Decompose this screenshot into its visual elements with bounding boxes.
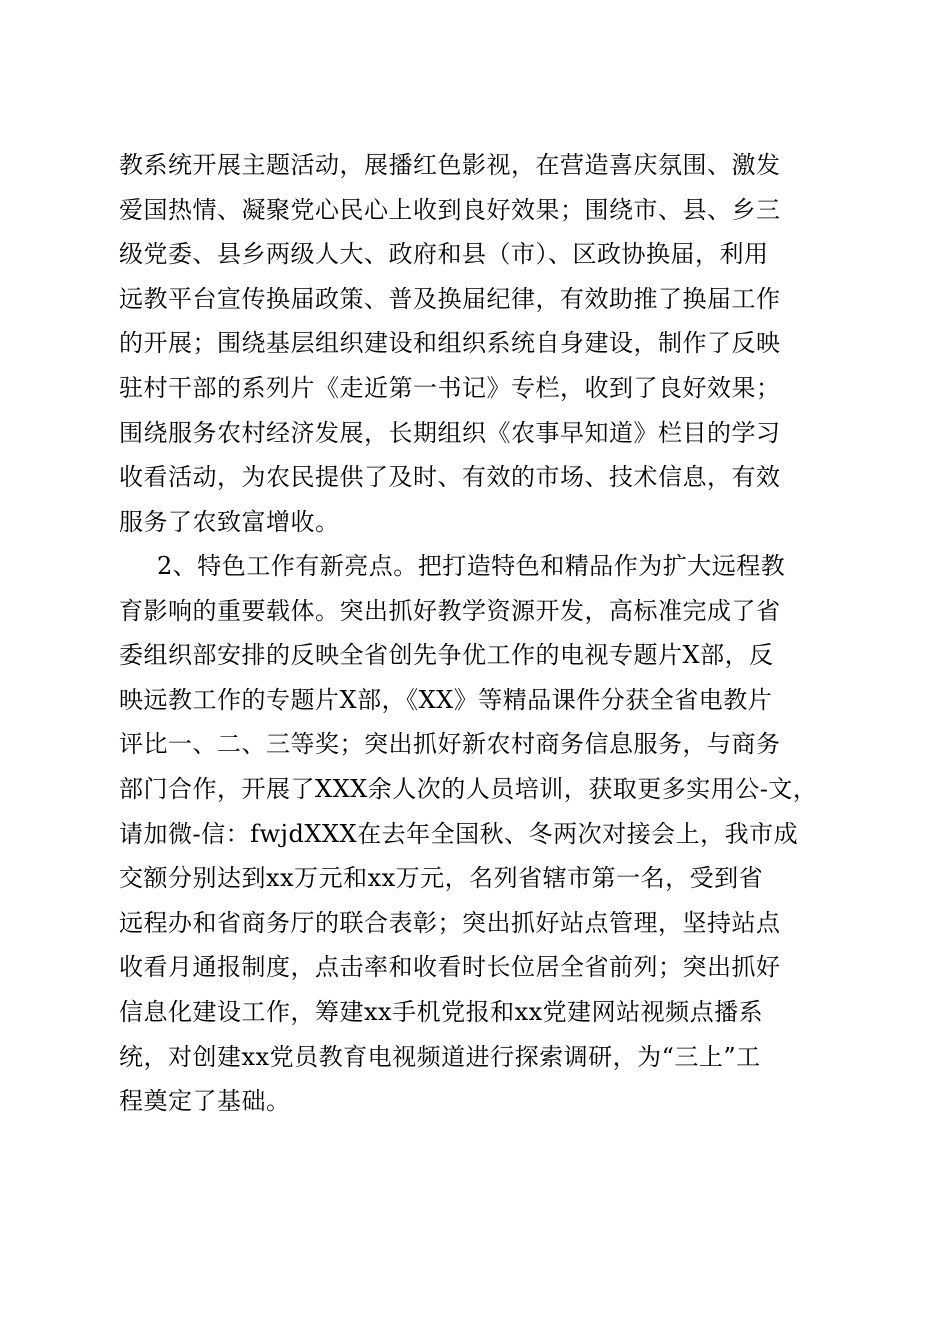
text-line: 程奠定了基础。 xyxy=(119,1087,291,1116)
text-line: 请加微-信：fwjdXXX在去年全国秋、冬两次对接会上，我市成 xyxy=(119,819,799,848)
text-line: 2、特色工作有新亮点。把打造特色和精品作为扩大远程教 xyxy=(157,552,786,580)
text-line: 映远教工作的专题片X部，《XX》等精品课件分获全省电教片 xyxy=(119,685,773,714)
text-line: 远程办和省商务厅的联合表彰；突出抓好站点管理，坚持站点 xyxy=(119,908,781,937)
text-line: 收看活动，为农民提供了及时、有效的市场、技术信息，有效 xyxy=(119,463,781,492)
text-line: 交额分别达到xx万元和xx万元，名列省辖市第一名，受到省 xyxy=(119,864,764,893)
text-line: 委组织部安排的反映全省创先争优工作的电视专题片X部，反 xyxy=(119,641,774,670)
text-line: 的开展；围绕基层组织建设和组织系统自身建设，制作了反映 xyxy=(119,329,781,358)
text-line: 服务了农致富增收。 xyxy=(119,507,340,536)
text-line: 育影响的重要载体。突出抓好教学资源开发，高标准完成了省 xyxy=(119,596,781,625)
text-line: 信息化建设工作，筹建xx手机党报和xx党建网站视频点播系 xyxy=(119,998,764,1026)
text-line: 统，对创建xx党员教育电视频道进行探索调研，为“三上”工 xyxy=(119,1042,761,1071)
text-line: 教系统开展主题活动，展播红色影视，在营造喜庆氛围、激发 xyxy=(119,151,781,179)
text-line: 爱国热情、凝聚党心民心上收到良好效果；围绕市、县、乡三 xyxy=(119,195,781,224)
text-line: 级党委、县乡两级人大、政府和县（市）、区政协换届，利用 xyxy=(119,240,769,269)
text-line: 围绕服务农村经济发展，长期组织《农事早知道》栏目的学习 xyxy=(119,418,781,447)
text-line: 远教平台宣传换届政策、普及换届纪律，有效助推了换届工作 xyxy=(119,284,781,313)
text-line: 收看月通报制度，点击率和收看时长位居全省前列；突出抓好 xyxy=(119,953,781,982)
text-line: 评比一、二、三等奖；突出抓好新农村商务信息服务，与商务 xyxy=(119,730,781,759)
text-line: 部门合作，开展了XXX余人次的人员培训，获取更多实用公-文， xyxy=(119,775,818,803)
text-line: 驻村干部的系列片《走近第一书记》专栏，收到了良好效果； xyxy=(119,374,781,402)
